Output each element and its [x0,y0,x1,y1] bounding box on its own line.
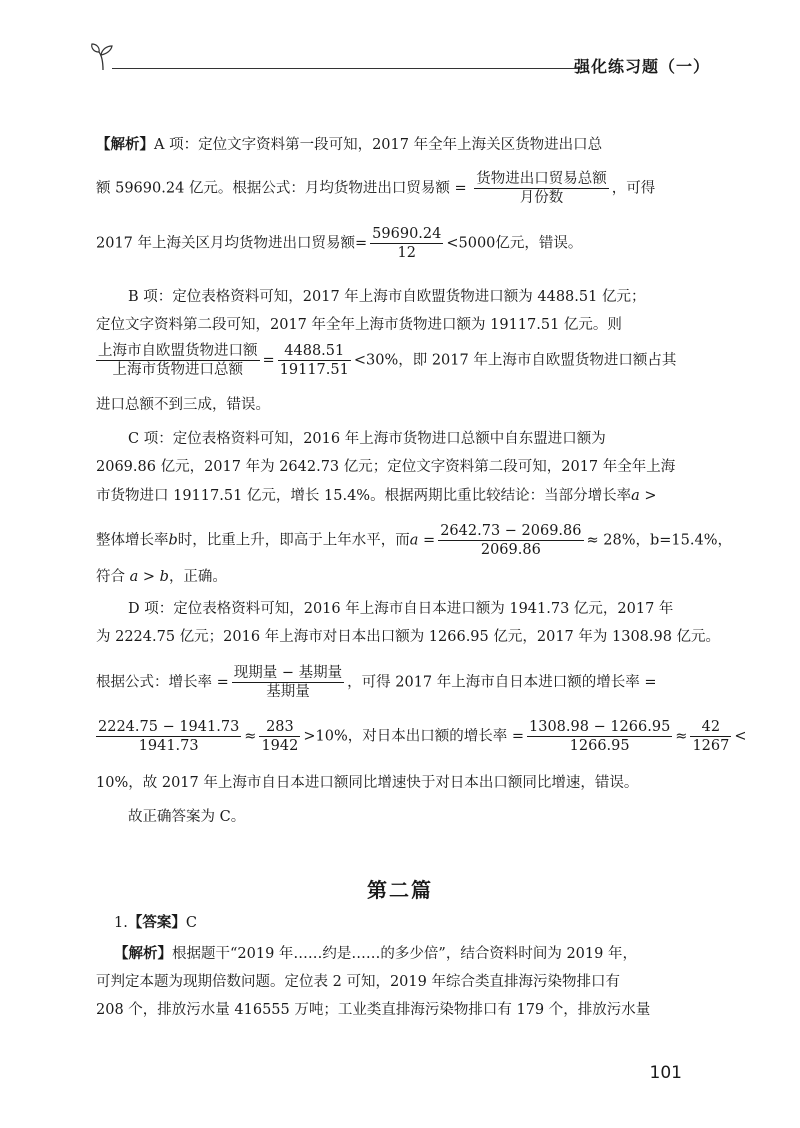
p3-line1: C 项：定位表格资料可知，2016 年上海市货物进口总额中自东盟进口额为 [128,431,606,447]
p3-line2: 2069.86 亿元，2017 年为 2642.73 亿元；定位文字资料第二段可知，2017 年全年上海 [96,459,676,475]
page-header [90,38,710,78]
page-number: 101 [649,1063,682,1083]
section-heading: 第二篇 [367,878,433,902]
approx-fraction: $\frac{42}{1267}$ [692,719,730,754]
q1-line1: 【解析】根据题干“2019 年……约是……的多少倍”，结合资料时间为 2019 年， [114,946,637,962]
calc-fraction: $\frac{59690.24}{12}$ [372,226,442,261]
conclusion: 故正确答案为 C。 [128,809,246,825]
formula-fraction: $\frac{\text{货物进出口贸易总额}}{\text{月份数}}$ [476,171,607,206]
growth-fraction: $\frac{2642.73 - 2069.86}{2069.86}$ [440,523,582,558]
p1-line2: 额 59690.24 亿元。根据公式：月均货物进出口贸易额 = $\frac{\text{货物进出口贸易总额}}{\text{月份数}}$ ，可得 [96,171,656,206]
q1-answer-line: 1.【答案】C [114,915,197,931]
q1-line3: 208 个，排放污水量 416555 万吨；工业类直排海污染物排口有 179 个，排放污水量 [96,1002,651,1018]
p4-line2: 为 2224.75 亿元；2016 年上海市对日本出口额为 1266.95 亿元，2017 年为 1308.98 亿元。 [96,629,721,645]
p4-line5: 10%，故 2017 年上海市自日本进口额同比增速快于对日本出口额同比增速，错误。 [96,775,639,791]
p2-line4: 进口总额不到三成，错误。 [96,397,270,413]
p2-line3: $\frac{\text{上海市自欧盟货物进口额}}{\text{上海市货物进口总额}}$ = $\frac{4488.51}{19117.51}$ <30%，即 2017 年上海市自欧盟货物进口额占其 [98,343,677,378]
section-title: 强化练习题（一） [573,57,710,76]
q1-line2: 可判定本题为现期倍数问题。定位表 2 可知，2019 年综合类直排海污染物排口有 [96,974,620,990]
p3-line4: 整体增长率b时，比重上升，即高于上年水平，而a = $\frac{2642.73 - 2069.86}{2069.86}$ ≈ 28%，b=15.4%， [96,523,732,558]
calc-fraction: $\frac{4488.51}{19117.51}$ [279,343,349,378]
p2-line1: B 项：定位表格资料可知，2017 年上海市自欧盟货物进口额为 4488.51 亿元； [128,289,646,305]
ratio-fraction: $\frac{\text{上海市自欧盟货物进口额}}{\text{上海市货物进口总额}}$ [98,343,258,378]
p3-line5: 符合 a > b，正确。 [96,569,227,585]
p2-line2: 定位文字资料第二段可知，2017 年全年上海市货物进口额为 19117.51 亿元。则 [96,317,622,333]
import-growth-fraction: $\frac{2224.75 - 1941.73}{1941.73}$ [98,719,240,754]
formula-fraction: $\frac{\text{现期量 − 基期量}}{\text{基期量}}$ [233,665,343,700]
p1-line1: 【解析】A 项：定位文字资料第一段可知，2017 年全年上海关区货物进出口总 [96,137,603,153]
p1-line3: 2017 年上海关区月均货物进出口贸易额= $\frac{59690.24}{12}$ <5000亿元，错误。 [96,226,583,261]
analysis-tag: 【解析】 [96,137,154,153]
p3-line3: 市货物进口 19117.51 亿元，增长 15.4%。根据两期比重比较结论：当部分增长率a > [96,488,657,504]
header-rule [112,68,580,69]
approx-fraction: $\frac{283}{1942}$ [261,719,299,754]
p4-line4: $\frac{2224.75 - 1941.73}{1941.73}$ ≈ $\frac{283}{1942}$ >10%，对日本出口额的增长率 = $\frac{1308.98 - 1266.95}{1266.95}$ ≈ $\frac{42}{1267}$ < [98,719,747,754]
p4-line1: D 项：定位表格资料可知，2016 年上海市自日本进口额为 1941.73 亿元，2017 年 [128,601,674,617]
export-growth-fraction: $\frac{1308.98 - 1266.95}{1266.95}$ [529,719,671,754]
p4-line3: 根据公式：增长率 = $\frac{\text{现期量 − 基期量}}{\text{基期量}}$ ，可得 2017 年上海市自日本进口额的增长率 = [96,665,657,700]
